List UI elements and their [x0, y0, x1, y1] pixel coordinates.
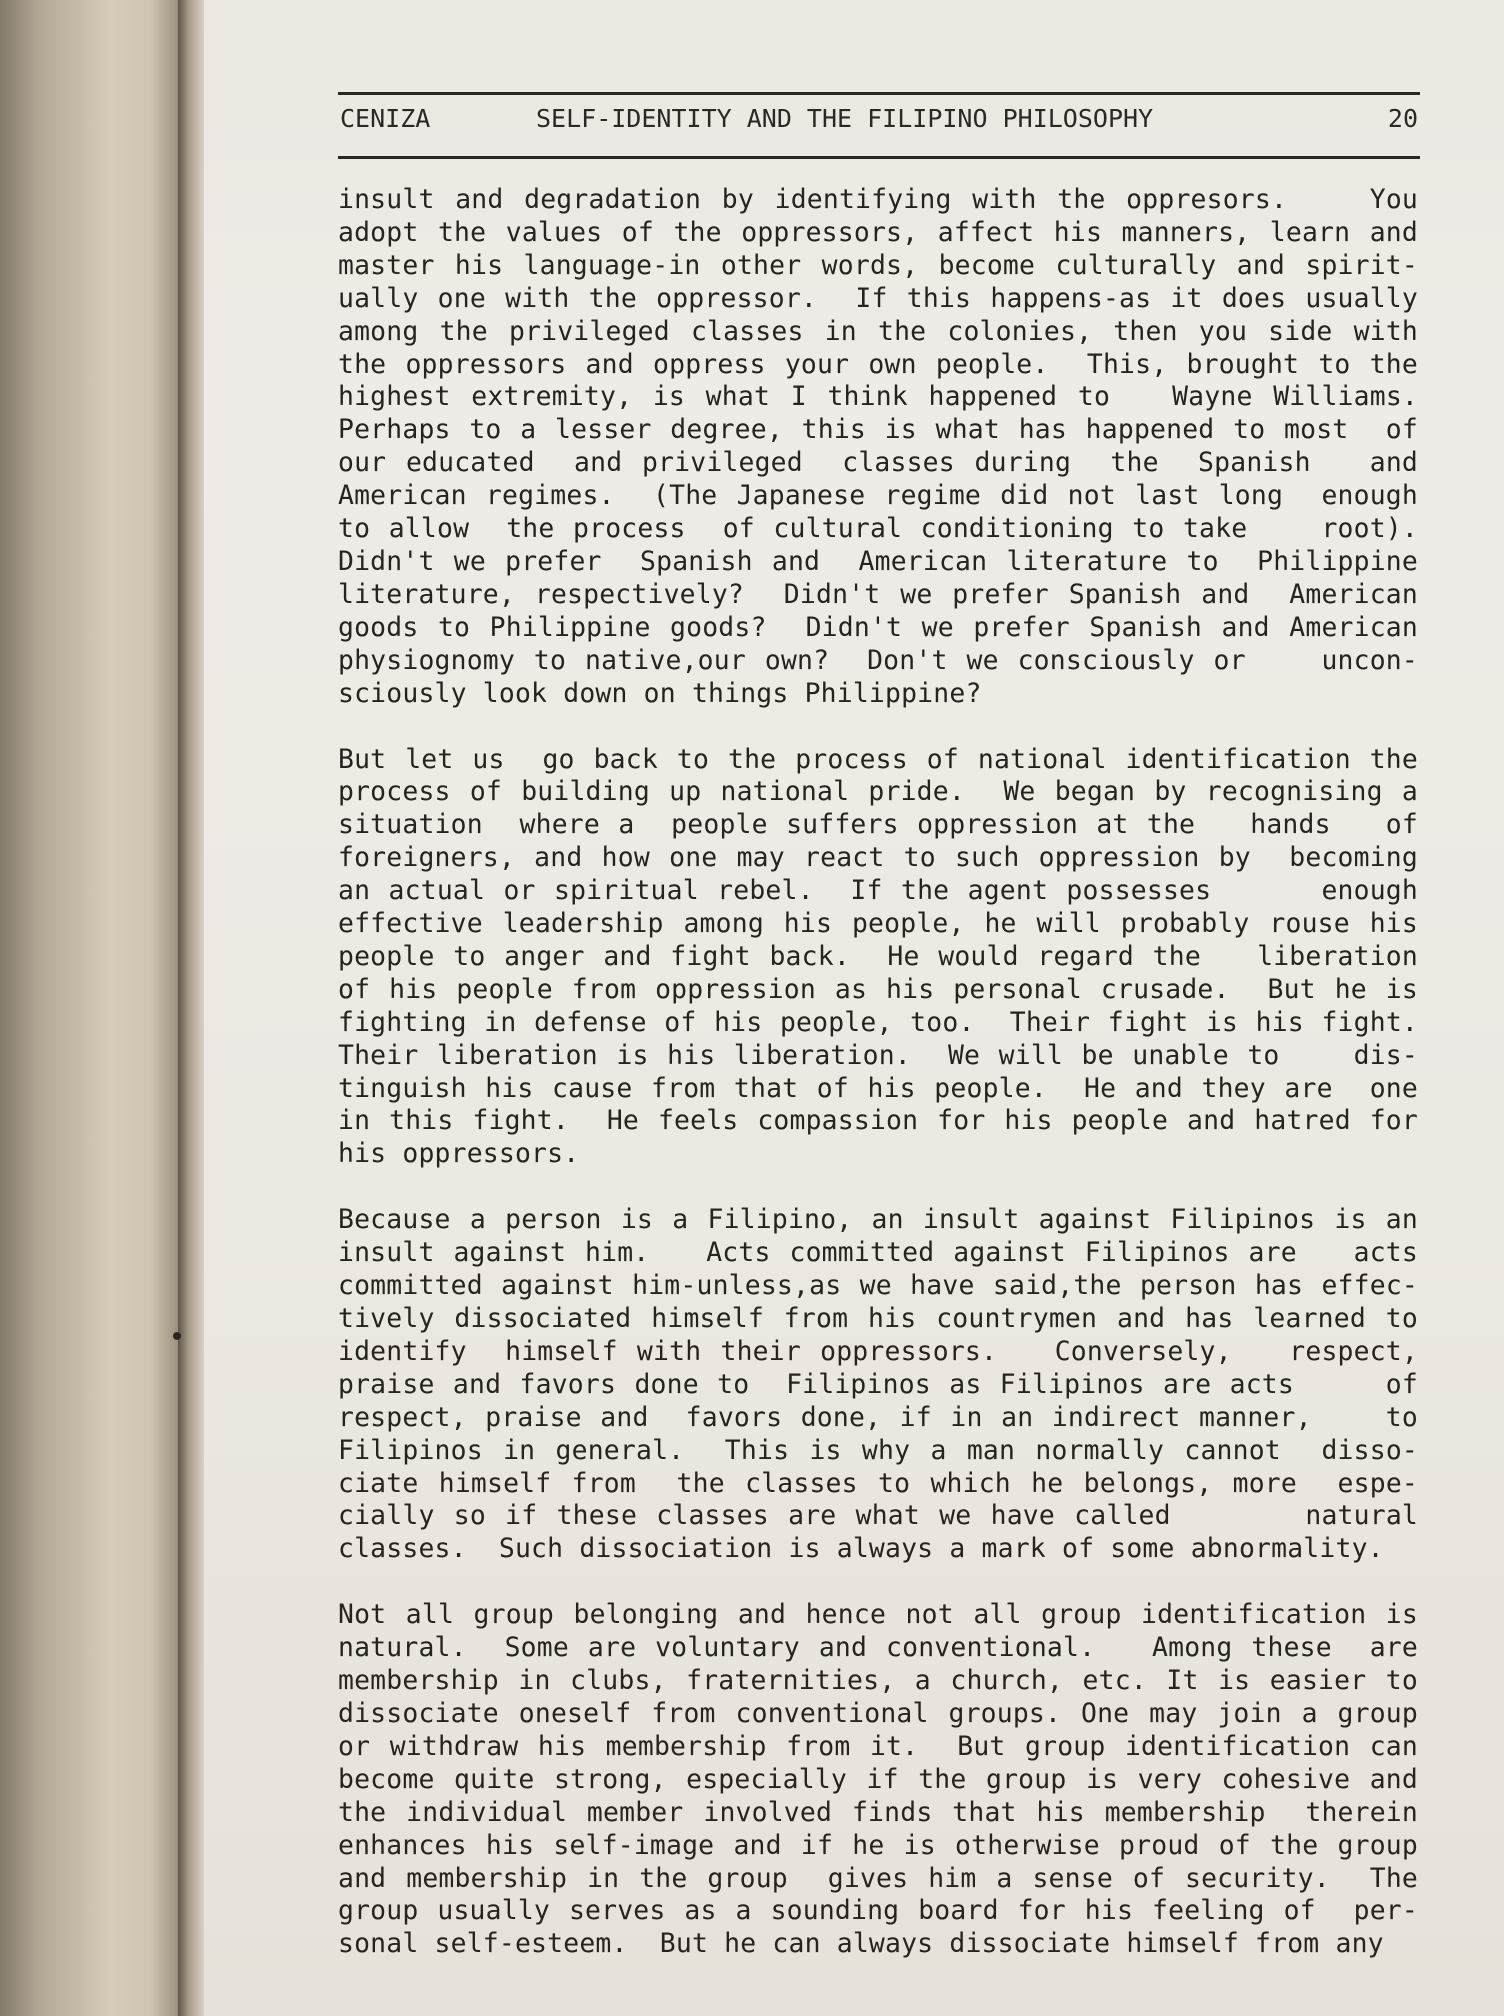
- text-line: group usually serves as a sounding board for his feeling of per-: [338, 1895, 1418, 1927]
- text-line: Filipinos in general. This is why a man normally cannot disso-: [338, 1434, 1418, 1466]
- text-line: Perhaps to a lesser degree, this is what has happened to most of: [338, 414, 1418, 446]
- paragraph: [338, 744, 1418, 1172]
- body-text: [338, 184, 1418, 1994]
- text-line: adopt the values of the oppressors, affect his manners, learn and: [338, 216, 1418, 248]
- text-line: among the privileged classes in the colonies, then you side with: [338, 315, 1418, 347]
- text-line: the individual member involved finds that his membership therein: [338, 1796, 1418, 1828]
- text-line: or withdraw his membership from it. But group identification can: [338, 1730, 1418, 1762]
- text-line: to allow the process of cultural conditioning to take root).: [338, 513, 1418, 545]
- text-line: Their liberation is his liberation. We will be unable to dis-: [338, 1039, 1418, 1071]
- text-line: enhances his self-image and if he is otherwise proud of the group: [338, 1829, 1418, 1861]
- header-author: CENIZA: [340, 104, 431, 133]
- header-rule-top: [338, 92, 1420, 95]
- binding-hole: [173, 1332, 181, 1340]
- paragraph: [338, 1599, 1418, 1961]
- text-line: highest extremity, is what I think happened to Wayne Williams.: [338, 381, 1418, 413]
- text-line: effective leadership among his people, he will probably rouse his: [338, 908, 1418, 940]
- text-line: cially so if these classes are what we have called natural: [338, 1500, 1418, 1532]
- text-line: identify himself with their oppressors. Conversely, respect,: [338, 1335, 1418, 1367]
- text-line: sciously look down on things Philippine?: [338, 677, 982, 709]
- text-line: literature, respectively? Didn't we prefer Spanish and American: [338, 578, 1418, 610]
- text-line: Didn't we prefer Spanish and American literature to Philippine: [338, 545, 1418, 577]
- text-line: our educated and privileged classes during the Spanish and: [338, 447, 1418, 479]
- text-line: membership in clubs, fraternities, a church, etc. It is easier to: [338, 1665, 1418, 1697]
- text-line: respect, praise and favors done, if in an indirect manner, to: [338, 1401, 1418, 1433]
- text-line: Not all group belonging and hence not all group identification is: [338, 1599, 1418, 1631]
- text-line: fighting in defense of his people, too. Their fight is his fight.: [338, 1006, 1418, 1038]
- text-line: Because a person is a Filipino, an insult against Filipinos is an: [338, 1204, 1418, 1236]
- text-line: process of building up national pride. We began by recognising a: [338, 776, 1418, 808]
- header-rule-bottom: [338, 156, 1420, 159]
- text-line: foreigners, and how one may react to such oppression by becoming: [338, 842, 1418, 874]
- facing-page-edge: [0, 0, 178, 2016]
- text-line: the oppressors and oppress your own people. This, brought to the: [338, 348, 1418, 380]
- paragraph: [338, 184, 1418, 711]
- text-line: physiognomy to native,our own? Don't we consciously or uncon-: [338, 644, 1418, 676]
- header-title: SELF-IDENTITY AND THE FILIPINO PHILOSOPHY: [536, 104, 1154, 133]
- text-line: an actual or spiritual rebel. If the agent possesses enough: [338, 875, 1418, 907]
- book-gutter: [178, 0, 204, 2016]
- text-line: praise and favors done to Filipinos as Filipinos are acts of: [338, 1368, 1418, 1400]
- text-line: in this fight. He feels compassion for his people and hatred for: [338, 1105, 1418, 1137]
- paragraph: [338, 1204, 1418, 1566]
- document-page: [204, 0, 1504, 2016]
- text-line: situation where a people suffers oppression at the hands of: [338, 809, 1418, 841]
- text-line: and membership in the group gives him a sense of security. The: [338, 1862, 1418, 1894]
- text-line: goods to Philippine goods? Didn't we prefer Spanish and American: [338, 611, 1418, 643]
- text-line: committed against him-unless,as we have said,the person has effec-: [338, 1270, 1418, 1302]
- text-line: master his language-in other words, become culturally and spirit-: [338, 249, 1418, 281]
- text-line: ciate himself from the classes to which he belongs, more espe-: [338, 1467, 1418, 1499]
- text-line: become quite strong, especially if the group is very cohesive and: [338, 1763, 1418, 1795]
- text-line: classes. Such dissociation is always a mark of some abnormality.: [338, 1533, 1384, 1565]
- text-line: of his people from oppression as his personal crusade. But he is: [338, 973, 1418, 1005]
- text-line: people to anger and fight back. He would regard the liberation: [338, 940, 1418, 972]
- text-line: ually one with the oppressor. If this happens-as it does usually: [338, 282, 1418, 314]
- text-line: insult against him. Acts committed against Filipinos are acts: [338, 1237, 1418, 1269]
- text-line: tively dissociated himself from his countrymen and has learned to: [338, 1303, 1418, 1334]
- text-line: his oppressors.: [338, 1138, 580, 1170]
- text-line: insult and degradation by identifying with the oppresors. You: [338, 184, 1418, 215]
- text-line: natural. Some are voluntary and conventional. Among these are: [338, 1632, 1418, 1664]
- text-line: American regimes. (The Japanese regime did not last long enough: [338, 480, 1418, 512]
- text-line: sonal self-esteem. But he can always dissociate himself from any: [338, 1928, 1384, 1960]
- running-header: [340, 104, 1420, 144]
- text-line: But let us go back to the process of national identification the: [338, 743, 1418, 775]
- text-line: dissociate oneself from conventional groups. One may join a group: [338, 1697, 1418, 1729]
- text-line: tinguish his cause from that of his people. He and they are one: [338, 1072, 1418, 1104]
- page-number: 20: [1387, 104, 1418, 133]
